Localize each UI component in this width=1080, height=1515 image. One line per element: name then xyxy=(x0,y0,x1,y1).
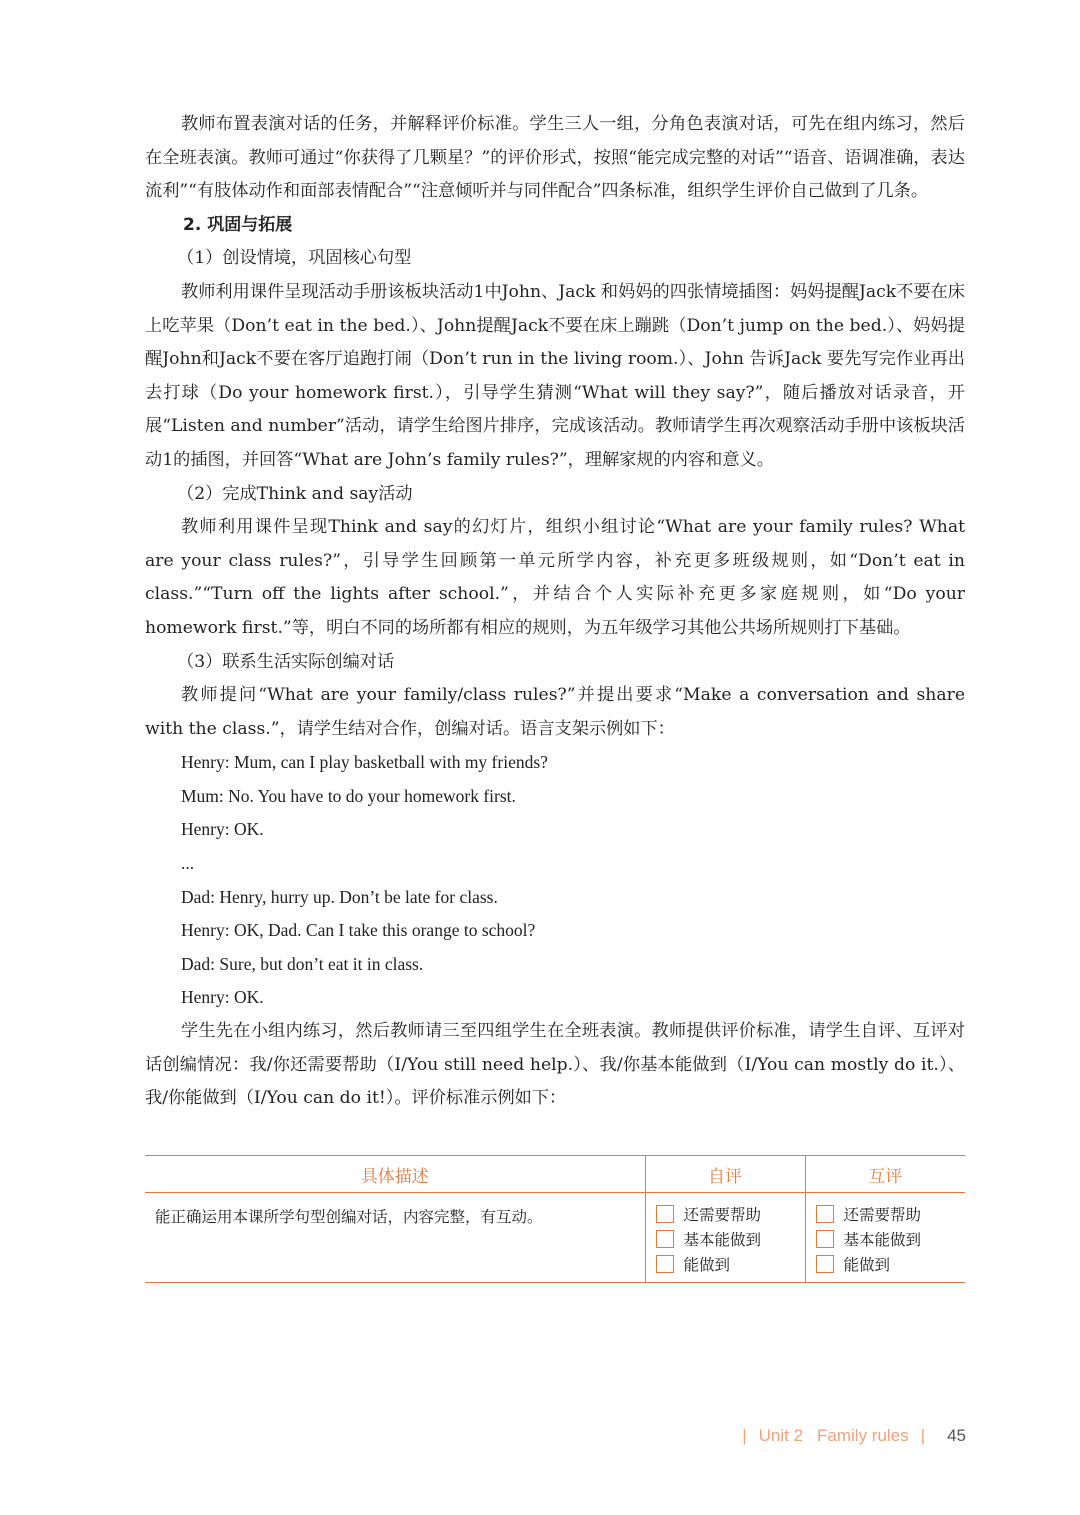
dialog-line: Mum: No. You have to do your homework first. xyxy=(181,785,516,806)
checkbox[interactable] xyxy=(656,1230,674,1248)
evaluation-table xyxy=(145,1155,965,1283)
header-description: 具体描述 xyxy=(145,1156,645,1193)
peer-eval-cell xyxy=(805,1193,965,1283)
self-option-need-help[interactable]: 还需要帮助 xyxy=(656,1201,805,1226)
subheading-1: （1）创设情境，巩固核心句型 xyxy=(177,248,412,269)
checkbox[interactable] xyxy=(656,1255,674,1273)
dialog-line: ... xyxy=(181,853,195,874)
page-number: 45 xyxy=(947,1426,966,1445)
dialog-line: Henry: Mum, can I play basketball with my friends? xyxy=(181,752,548,773)
checkbox[interactable] xyxy=(816,1205,834,1223)
paragraph-think-and-say: 教师利用课件呈现Think and say的幻灯片，组织小组讨论“What are your family rules? What are your class rules?”，引导学生回顾第一单元所学内容，补充更多班级规则，如“Don’t eat in class.”“Turn off the lights after school.”，并结合个人实际补充更多家庭规则，如“Do your homework first.”等，明白不同的场所都有相应的规则，为五年级学习其他公共场所规则打下基础。 xyxy=(145,517,965,638)
paragraph-evaluation: 学生先在小组内练习，然后教师请三至四组学生在全班表演。教师提供评价标准，请学生自评、互评对话创编情况：我/你还需要帮助（I/You still need help.）、我/你基本能做到（I/You can mostly do it.）、我/你能做到（I/You can do it!）。评价标准示例如下： xyxy=(145,1021,965,1109)
header-peer-eval: 互评 xyxy=(805,1156,965,1193)
self-eval-cell xyxy=(645,1193,805,1283)
footer-title: Family rules xyxy=(817,1426,909,1445)
checkbox[interactable] xyxy=(656,1205,674,1223)
description-cell: 能正确运用本课所学句型创编对话，内容完整，有互动。 xyxy=(145,1193,645,1283)
main-content xyxy=(145,108,965,1116)
dialog-line: Dad: Henry, hurry up. Don’t be late for class. xyxy=(181,886,498,907)
header-self-eval: 自评 xyxy=(645,1156,805,1193)
peer-option-can-do[interactable]: 能做到 xyxy=(816,1251,966,1276)
footer-divider: | xyxy=(920,1426,926,1445)
peer-option-need-help[interactable]: 还需要帮助 xyxy=(816,1201,966,1226)
subheading-2: （2）完成Think and say活动 xyxy=(177,483,413,504)
table-row xyxy=(145,1193,965,1283)
footer-unit: Unit 2 xyxy=(758,1426,804,1445)
paragraph-performance-task: 教师布置表演对话的任务，并解释评价标准。学生三人一组，分角色表演对话，可先在组内练习，然后在全班表演。教师可通过“你获得了几颗星？”的评价形式，按照“能完成完整的对话”“语音、语调准确，表达流利”“有肢体动作和面部表情配合”“注意倾听并与同伴配合”四条标准，组织学生评价自己做到了几条。 xyxy=(145,114,965,202)
table-header-row xyxy=(145,1156,965,1193)
section-heading: 2. 巩固与拓展 xyxy=(183,214,293,235)
page-footer xyxy=(730,1426,966,1446)
paragraph-conversation-task: 教师提问“What are your family/class rules?”并提出要求“Make a conversation and share with the class.”，请学生结对合作，创编对话。语言支架示例如下： xyxy=(145,685,965,739)
checkbox[interactable] xyxy=(816,1230,834,1248)
paragraph-situations: 教师利用课件呈现活动手册该板块活动1中John、Jack 和妈妈的四张情境插图：妈妈提醒Jack不要在床上吃苹果（Don’t eat in the bed.）、John提醒Jack不要在床上蹦跳（Don’t jump on the bed.）、妈妈提醒John和Jack不要在客厅追跑打闹（Don’t run in the living room.）、John 告诉Jack 要先写完作业再出去打球（Do your homework first.），引导学生猜测“What will they say?”，随后播放对话录音，开展“Listen and number”活动，请学生给图片排序，完成该活动。教师请学生再次观察活动手册中该板块活动1的插图，并回答“What are John’s family rules?”，理解家规的内容和意义。 xyxy=(145,281,965,470)
dialog-line: Dad: Sure, but don’t eat it in class. xyxy=(181,953,424,974)
peer-option-mostly[interactable]: 基本能做到 xyxy=(816,1226,966,1251)
dialog-line: Henry: OK. xyxy=(181,819,264,840)
footer-divider: | xyxy=(742,1426,747,1445)
subheading-3: （3）联系生活实际创编对话 xyxy=(177,651,395,672)
dialog-example xyxy=(145,746,965,1015)
dialog-line: Henry: OK, Dad. Can I take this orange to school? xyxy=(181,920,536,941)
dialog-line: Henry: OK. xyxy=(181,987,264,1008)
checkbox[interactable] xyxy=(816,1255,834,1273)
self-option-mostly[interactable]: 基本能做到 xyxy=(656,1226,805,1251)
self-option-can-do[interactable]: 能做到 xyxy=(656,1251,805,1276)
